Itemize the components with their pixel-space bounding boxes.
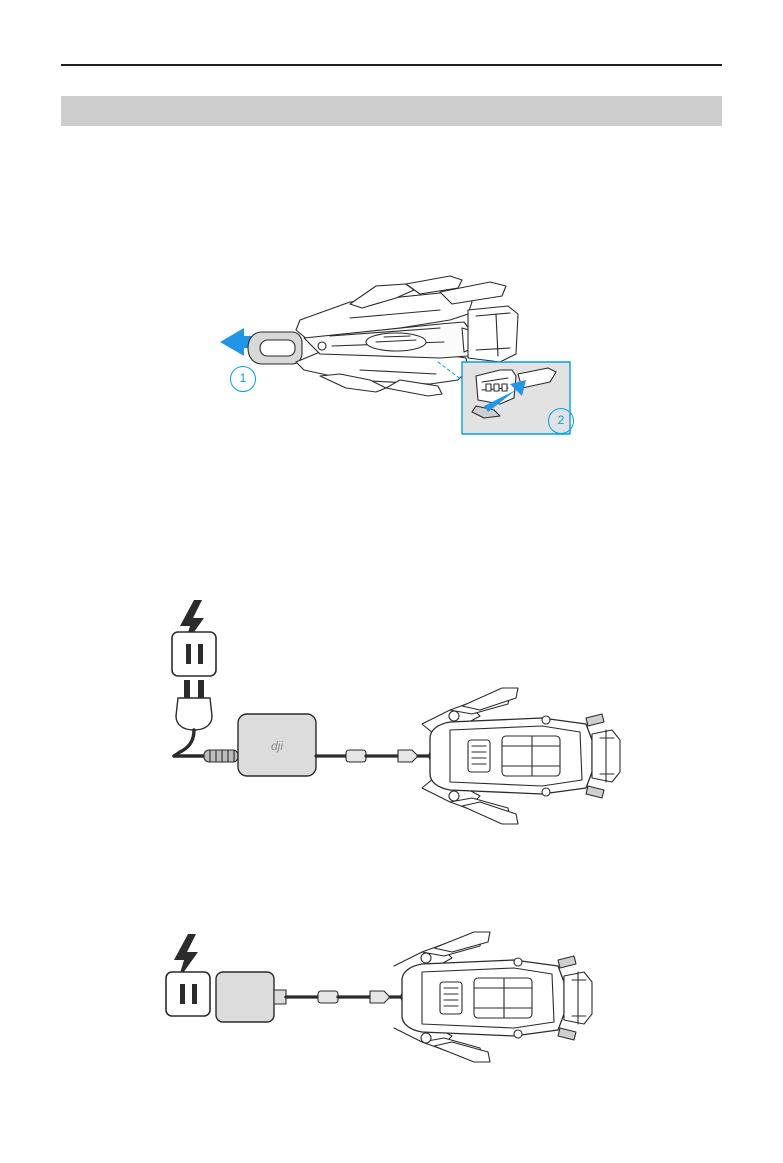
wall-outlet-icon [166, 972, 210, 1016]
cable-strain-relief [204, 750, 238, 762]
callout-2: 2 [548, 408, 574, 434]
section-band [61, 96, 722, 126]
power-adapter [238, 714, 316, 776]
figure-aircraft-arm-detail [200, 258, 600, 458]
callout-1: 1 [230, 366, 256, 392]
adapter-brand-label: dji [270, 739, 284, 753]
wall-outlet-icon [172, 632, 216, 676]
figure-compact-charger-connection [160, 930, 650, 1070]
aircraft-top-view [394, 932, 592, 1062]
compact-power-adapter [216, 972, 286, 1022]
ac-plug [174, 680, 212, 756]
aircraft-top-view [422, 688, 620, 824]
figure-ac-charger-connection [150, 590, 650, 820]
header-rule [61, 64, 722, 66]
